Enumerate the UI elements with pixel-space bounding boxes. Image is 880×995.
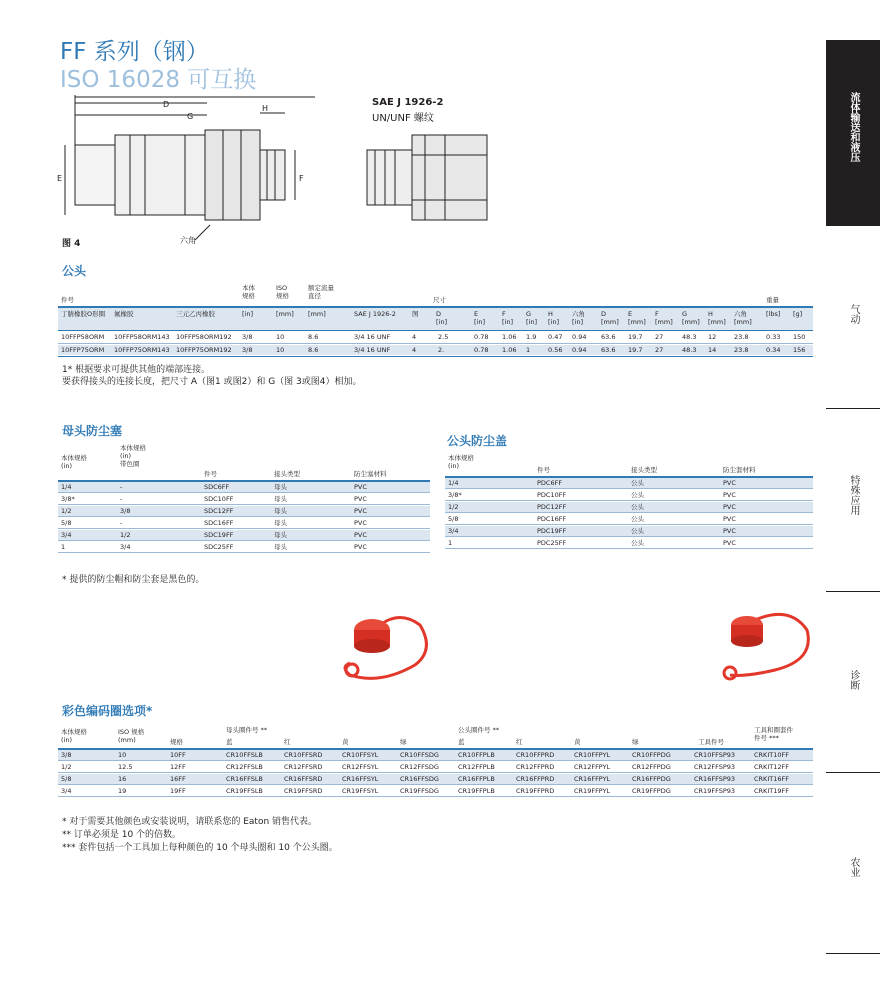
male-h-body: 本体 规格 <box>242 284 255 300</box>
table-row <box>58 750 813 760</box>
male-h-itemno: 件号 <box>61 296 74 304</box>
male-cap-photo <box>715 605 815 690</box>
color-ring-cell: CR16FFSDG <box>400 775 439 783</box>
male-cell: 8.6 <box>308 333 319 341</box>
color-ring-cell: CR12FFPDG <box>632 763 671 771</box>
female-cap-cell: SDC16FF <box>204 519 234 527</box>
sae-title: SAE J 1926-2 <box>372 97 444 108</box>
table-row <box>58 774 813 784</box>
table-row <box>58 482 430 492</box>
color-ring-cell: CR19FFSYL <box>342 787 379 795</box>
male-cell: 3/8 <box>242 346 253 354</box>
row-divider <box>58 760 813 761</box>
male-cell: 4 <box>412 346 417 354</box>
color-ring-cell: CR12FFSDG <box>400 763 439 771</box>
color-ring-cell: 5/8 <box>61 775 72 783</box>
male-row <box>58 345 813 355</box>
female-cap-cell: - <box>120 483 123 491</box>
female-cap-cell: SDC12FF <box>204 507 234 515</box>
male-cap-cell: PVC <box>723 479 736 487</box>
color-name: 红 <box>284 738 291 746</box>
color-rings-title: 彩色编码圈选项* <box>62 704 153 718</box>
female-cap-cell: PVC <box>354 483 367 491</box>
row-divider <box>445 512 813 513</box>
male-cell: 23.8 <box>734 333 749 341</box>
row-divider <box>445 548 813 549</box>
rings-note-1: * 对于需要其他颜色或安装说明，请联系您的 Eaton 销售代表。 <box>62 817 318 827</box>
female-cap-cell: - <box>120 519 123 527</box>
male-cell: 0.94 <box>572 333 587 341</box>
color-ring-cell: CR19FFPDG <box>632 787 671 795</box>
color-name: 黄 <box>574 738 581 746</box>
tab-agriculture[interactable] <box>826 773 880 953</box>
row-divider <box>58 528 430 529</box>
male-table: 件号 本体 规格 ISO 规格 额定流量 直径 尺寸 重量 丁腈橡胶O形圈 氟橡胶 三元乙丙橡胶 [in] [mm] [mm] SAE J 1926-2 图 D [in] E [in] F [in] G [in] H [in] 六角 [in] D [mm] E [mm] F [mm] G [mm] H [mm] 六角 [mm] [lbs] [g] 10FFP58ORM 10FFP58ORM143 10FFP58ORM192 3/8 10 8.6 3/4 16 UNF 4 2.5 0.78 1.06 1.9 0.47 0.94 63.6 19.7 27 48.3 12 23.8 0.33 150 10FFP75ORM 10FFP75ORM143 10FFP75ORM192 3/8 10 8.6 3/4 16 UNF 4 2. 0.78 1.06 1 0.56 0.94 63.6 19.7 27 48.3 14 23.8 0.34 156 <box>58 284 813 360</box>
male-cell: 10 <box>276 346 285 354</box>
male-cell: 10FFP75ORM192 <box>176 346 232 354</box>
male-cell: 27 <box>655 333 664 341</box>
male-cap-cell: PDC19FF <box>537 527 567 535</box>
female-cap-cell: 母头 <box>274 543 287 551</box>
color-ring-cell: CRKIT16FF <box>754 775 789 783</box>
male-cell: 156 <box>793 346 806 354</box>
color-ring-cell: CR10FFSRD <box>284 751 323 759</box>
female-cap-cell: 母头 <box>274 483 287 491</box>
color-ring-cell: CR10FFPLB <box>458 751 495 759</box>
color-ring-cell: CR16FFSRD <box>284 775 323 783</box>
male-cell: 2. <box>438 346 445 354</box>
row-divider <box>58 492 430 493</box>
male-cell: 10 <box>276 333 285 341</box>
male-cell: 0.33 <box>766 333 781 341</box>
table-row <box>445 514 813 524</box>
tab-fluid-conveyance[interactable] <box>826 40 880 225</box>
table-row <box>445 526 813 536</box>
female-cap-cell: 3/8 <box>120 507 131 515</box>
color-ring-cell: 1/2 <box>61 763 72 771</box>
male-cell: 1 <box>526 346 531 354</box>
tab-diagnostics[interactable] <box>826 592 880 772</box>
color-ring-cell: CR19FFSP93 <box>694 787 736 795</box>
male-cell: 23.8 <box>734 346 749 354</box>
hex-label: 六角 <box>180 236 196 245</box>
female-cap-cell: PVC <box>354 495 367 503</box>
male-caps-table: 本体规格 (in) 件号 接头类型 防尘套材料 1/4 PDC6FF 公头 PVC 3/8* PDC10FF 公头 PVC 1/2 PDC12FF 公头 PVC 5/8 PDC16FF 公头 PVC 3/4 PDC19FF 公头 PVC 1 PDC25FF 公头 PVC <box>445 450 813 570</box>
male-cell: 10FFP75ORM143 <box>114 346 170 354</box>
row-divider <box>58 540 430 541</box>
color-ring-cell: 10FF <box>170 751 186 759</box>
male-cell: 3/4 16 UNF <box>354 333 391 341</box>
male-row <box>58 332 813 342</box>
male-cell: 1.9 <box>526 333 537 341</box>
color-ring-cell: CR16FFSP93 <box>694 775 736 783</box>
color-ring-cell: CR16FFPRD <box>516 775 555 783</box>
coupling-drawing <box>55 95 315 255</box>
male-cap-cell: 公头 <box>631 527 644 535</box>
color-ring-cell: CR10FFPDG <box>632 751 671 759</box>
male-cell: 0.56 <box>548 346 563 354</box>
female-cap-cell: 5/8 <box>61 519 72 527</box>
dim-h-label: H <box>262 104 269 113</box>
table-row <box>58 530 430 540</box>
male-cell: 150 <box>793 333 806 341</box>
color-ring-cell: CR12FFSRD <box>284 763 323 771</box>
male-cell: 14 <box>708 346 717 354</box>
male-cell: 1.06 <box>502 333 517 341</box>
color-ring-cell: CR19FFSRD <box>284 787 323 795</box>
male-h-dim: 尺寸 <box>433 296 446 304</box>
male-h-weight: 重量 <box>766 296 779 304</box>
color-ring-cell: 3/8 <box>61 751 72 759</box>
male-cell: 12 <box>708 333 717 341</box>
male-cell: 19.7 <box>628 333 643 341</box>
male-cell: 2.5 <box>438 333 449 341</box>
color-ring-cell: CR10FFSP93 <box>694 751 736 759</box>
female-cap-cell: SDC10FF <box>204 495 234 503</box>
row-divider <box>58 796 813 797</box>
color-ring-cell: CR10FFPYL <box>574 751 611 759</box>
color-rings-table: 本体规格 (in) ISO 规格 (mm) 规格 母头圈件号 ** 公头圈件号 ** 工具件号 工具和圈套件 件号 *** 蓝 红 黄 绿 蓝 红 黄 绿 3/8 10 10FF CR10FFSLB CR10FFSRD CR10FFSYL CR10FFSDG CR10FFPLB CR10FFPRD CR10FFPYL CR10FFPDG CR10FFSP93 CRKIT10FF 1/2 12.5 12FF CR12FFSLB CR12FFSRD CR12FFSYL CR12FFSDG CR12FFPLB CR12FFPRD CR12FFPYL CR12FFPDG CR12FFSP93 CRKIT12FF 5/8 16 16FF CR16FFSLB CR16FFSRD CR16FFSYL CR16FFSDG CR16FFPLB CR16FFPRD CR16FFPYL CR16FFPDG CR16FFSP93 CRKIT16FF 3/4 19 19FF CR19FFSLB CR19FFSRD CR19FFSYL CR19FFSDG CR19FFPLB CR19FFPRD CR19FFPYL CR19FFPDG CR19FFSP93 CRKIT19FF <box>58 722 813 812</box>
color-name: 红 <box>516 738 523 746</box>
rings-note-2: ** 订单必须是 10 个的倍数。 <box>62 830 182 840</box>
color-name: 黄 <box>342 738 349 746</box>
color-ring-cell: CR10FFSLB <box>226 751 263 759</box>
female-cap-cell: SDC19FF <box>204 531 234 539</box>
male-cap-cell: 公头 <box>631 491 644 499</box>
male-cap-cell: PVC <box>723 539 736 547</box>
male-cap-cell: PVC <box>723 491 736 499</box>
color-ring-cell: CR12FFPLB <box>458 763 495 771</box>
male-cell: 1.06 <box>502 346 517 354</box>
male-h-flow: 额定流量 直径 <box>308 284 334 300</box>
male-cap-cell: PVC <box>723 503 736 511</box>
male-cap-cell: PVC <box>723 527 736 535</box>
color-ring-cell: 16 <box>118 775 127 783</box>
color-ring-cell: CRKIT19FF <box>754 787 789 795</box>
male-cap-cell: PVC <box>723 515 736 523</box>
male-cell: 63.6 <box>601 333 616 341</box>
color-ring-cell: CR19FFSDG <box>400 787 439 795</box>
table-row <box>445 538 813 548</box>
male-cap-cell: 1/2 <box>448 503 459 511</box>
color-ring-cell: CR12FFPRD <box>516 763 555 771</box>
male-cell: 10FFP58ORM143 <box>114 333 170 341</box>
dim-d-label: D <box>163 100 170 109</box>
female-caps-title: 母头防尘塞 <box>62 424 123 438</box>
color-ring-cell: CR16FFPLB <box>458 775 495 783</box>
color-ring-cell: CR12FFPYL <box>574 763 611 771</box>
male-cap-cell: 3/4 <box>448 527 459 535</box>
female-cap-cell: 3/4 <box>120 543 131 551</box>
table-row <box>445 478 813 488</box>
color-ring-cell: 12.5 <box>118 763 133 771</box>
color-ring-cell: CR12FFSYL <box>342 763 379 771</box>
male-cap-cell: 公头 <box>631 515 644 523</box>
tab-label: 流体输送和液压 <box>848 92 859 162</box>
male-cap-cell: 3/8* <box>448 491 462 499</box>
row-divider <box>58 516 430 517</box>
male-cell: 0.78 <box>474 346 489 354</box>
male-cap-cell: 1 <box>448 539 453 547</box>
tab-special-applications[interactable] <box>826 409 880 591</box>
male-cell: 19.7 <box>628 346 643 354</box>
female-cap-cell: 3/8* <box>61 495 75 503</box>
color-ring-cell: CRKIT10FF <box>754 751 789 759</box>
tab-label: 特殊应用 <box>848 475 859 515</box>
table-row <box>58 542 430 552</box>
female-cap-cell: SDC6FF <box>204 483 230 491</box>
female-cap-cell: 母头 <box>274 495 287 503</box>
row-divider <box>445 536 813 537</box>
color-ring-cell: 19FF <box>170 787 186 795</box>
male-cell: 3/8 <box>242 333 253 341</box>
table-row <box>445 502 813 512</box>
male-cap-cell: PDC6FF <box>537 479 563 487</box>
color-ring-cell: CR16FFPYL <box>574 775 611 783</box>
color-ring-cell: CR10FFSYL <box>342 751 379 759</box>
female-cap-cell: 1/2 <box>120 531 131 539</box>
male-cap-cell: 公头 <box>631 479 644 487</box>
row-divider <box>445 524 813 525</box>
row-divider <box>58 552 430 553</box>
dim-f-label: F <box>299 174 304 183</box>
table-row <box>58 494 430 504</box>
female-cap-cell: 3/4 <box>61 531 72 539</box>
female-cap-cell: 母头 <box>274 519 287 527</box>
row-divider <box>58 784 813 785</box>
page-subtitle: ISO 16028 可互换 <box>60 67 257 93</box>
color-ring-cell: CRKIT12FF <box>754 763 789 771</box>
female-cap-cell: PVC <box>354 519 367 527</box>
row-divider <box>58 504 430 505</box>
color-ring-cell: CR12FFSP93 <box>694 763 736 771</box>
male-cell: 10FFP58ORM192 <box>176 333 232 341</box>
color-ring-cell: CR19FFPLB <box>458 787 495 795</box>
male-note-1: 1* 根据要求可提供其他的端部连接。 <box>62 365 211 375</box>
color-name: 绿 <box>400 738 407 746</box>
caps-note: * 提供的防尘帽和防尘套是黑色的。 <box>62 575 205 585</box>
table-row <box>58 506 430 516</box>
male-note-2: 要获得接头的连接长度，把尺寸 A（图1 或图2）和 G（图 3或图4）相加。 <box>62 377 362 387</box>
color-name: 绿 <box>632 738 639 746</box>
color-ring-cell: 10 <box>118 751 127 759</box>
page-title: FF 系列（钢） <box>60 39 209 65</box>
male-h-iso: ISO 规格 <box>276 284 289 300</box>
male-cell: 0.94 <box>572 346 587 354</box>
male-cap-cell: 公头 <box>631 503 644 511</box>
row-divider <box>445 488 813 489</box>
color-ring-cell: CR19FFSLB <box>226 787 263 795</box>
tab-pneumatics[interactable] <box>826 226 880 408</box>
female-cap-cell: 1/2 <box>61 507 72 515</box>
color-ring-cell: CR10FFSDG <box>400 751 439 759</box>
male-cap-cell: 5/8 <box>448 515 459 523</box>
female-cap-cell: - <box>120 495 123 503</box>
male-cap-cell: 1/4 <box>448 479 459 487</box>
color-ring-cell: 16FF <box>170 775 186 783</box>
row-divider <box>445 500 813 501</box>
male-cap-cell: PDC25FF <box>537 539 567 547</box>
rings-note-3: *** 套件包括一个工具加上每种颜色的 10 个母头圈和 10 个公头圈。 <box>62 843 338 853</box>
male-cell: 48.3 <box>682 333 697 341</box>
male-cell: 4 <box>412 333 417 341</box>
color-name: 蓝 <box>226 738 233 746</box>
color-ring-cell: 3/4 <box>61 787 72 795</box>
color-ring-cell: CR16FFSYL <box>342 775 379 783</box>
color-ring-cell: CR19FFPYL <box>574 787 611 795</box>
tab-label: 农业 <box>848 857 859 877</box>
female-cap-cell: 母头 <box>274 531 287 539</box>
male-cell: 63.6 <box>601 346 616 354</box>
dim-g-label: G <box>187 112 194 121</box>
male-cap-cell: PDC16FF <box>537 515 567 523</box>
tab-label: 气动 <box>848 304 859 324</box>
color-name: 蓝 <box>458 738 465 746</box>
table-row <box>58 762 813 772</box>
male-cap-cell: PDC10FF <box>537 491 567 499</box>
tab-label: 诊断 <box>848 670 859 690</box>
male-cell: 27 <box>655 346 664 354</box>
male-cell: 48.3 <box>682 346 697 354</box>
female-cap-cell: 1 <box>61 543 66 551</box>
color-ring-cell: 19 <box>118 787 127 795</box>
table-row <box>58 786 813 796</box>
male-cap-cell: 公头 <box>631 539 644 547</box>
table-row <box>58 518 430 528</box>
female-cap-cell: 1/4 <box>61 483 72 491</box>
male-cell: 10FFP75ORM <box>61 346 105 354</box>
female-cap-photo <box>340 605 440 690</box>
female-cap-cell: PVC <box>354 531 367 539</box>
male-cell: 0.34 <box>766 346 781 354</box>
female-cap-cell: SDC25FF <box>204 543 234 551</box>
row-divider <box>58 772 813 773</box>
color-ring-cell: CR16FFPDG <box>632 775 671 783</box>
male-section-title: 公头 <box>62 264 87 278</box>
male-cell: 8.6 <box>308 346 319 354</box>
male-cell: 0.78 <box>474 333 489 341</box>
color-ring-cell: CR10FFPRD <box>516 751 555 759</box>
sae-subtitle: UN/UNF 螺纹 <box>372 113 434 124</box>
color-ring-cell: CR16FFSLB <box>226 775 263 783</box>
table-row <box>445 490 813 500</box>
female-cap-cell: 母头 <box>274 507 287 515</box>
dim-e-label: E <box>57 174 63 183</box>
female-cap-cell: PVC <box>354 543 367 551</box>
male-cell: 3/4 16 UNF <box>354 346 391 354</box>
color-ring-cell: CR12FFSLB <box>226 763 263 771</box>
male-cap-cell: PDC12FF <box>537 503 567 511</box>
sae-thread-drawing <box>355 130 495 230</box>
figure-caption: 图 4 <box>62 239 81 249</box>
female-cap-cell: PVC <box>354 507 367 515</box>
color-ring-cell: 12FF <box>170 763 186 771</box>
male-caps-title: 公头防尘盖 <box>447 434 508 448</box>
male-cell: 0.47 <box>548 333 563 341</box>
color-ring-cell: CR19FFPRD <box>516 787 555 795</box>
male-cell: 10FFP58ORM <box>61 333 105 341</box>
female-caps-table: 本体规格 (in) 本体规格 (in) 带色圈 件号 接头类型 防尘塞材料 1/4 - SDC6FF 母头 PVC 3/8* - SDC10FF 母头 PVC 1/2 3/8 SDC12FF 母头 PVC 5/8 - SDC16FF 母头 PVC 3/4 1/2 SDC19FF 母头 PVC 1 3/4 SDC25FF 母头 PVC <box>58 440 430 570</box>
